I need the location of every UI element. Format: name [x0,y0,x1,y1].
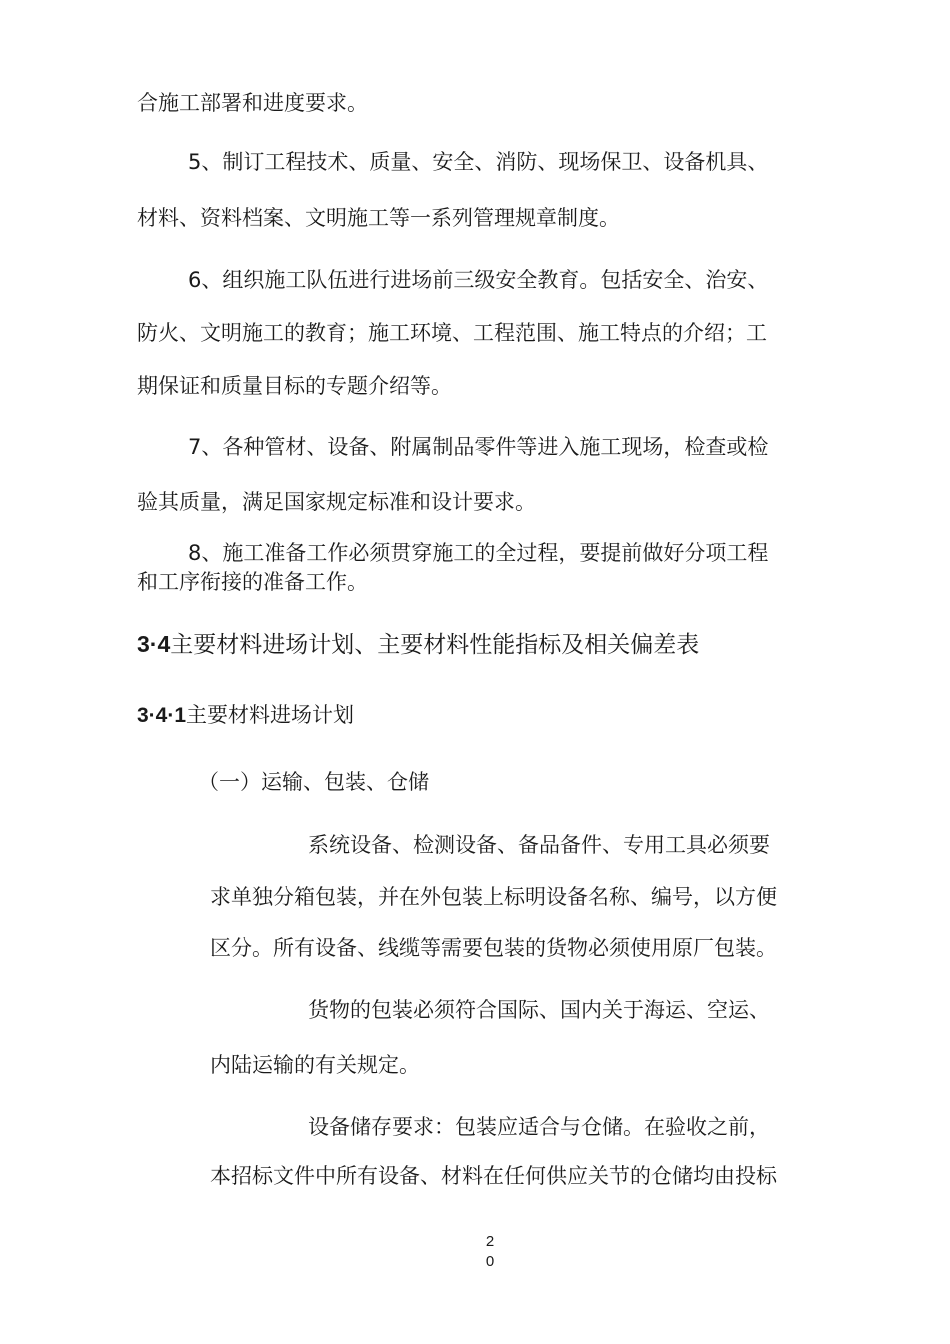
section-number: 3·4 [137,631,171,657]
body-line: 本招标文件中所有设备、材料在任何供应关节的仓储均由投标 [210,1164,777,1188]
page-number-digit: 2 [485,1233,495,1250]
body-line: 求单独分箱包装，并在外包装上标明设备名称、编号，以方便 [210,885,777,909]
body-line: 系统设备、检测设备、备品备件、专用工具必须要 [308,833,770,857]
body-line: 8、施工准备工作必须贯穿施工的全过程，要提前做好分项工程 [188,541,769,565]
body-line: 合施工部署和进度要求。 [137,91,368,115]
body-line: 材料、资料档案、文明施工等一系列管理规章制度。 [137,206,620,230]
subheading: （一）运输、包装、仓储 [198,770,429,794]
body-line: 设备储存要求：包装应适合与仓储。在验收之前， [308,1115,770,1139]
body-line: 5、制订工程技术、质量、安全、消防、现场保卫、设备机具、 [188,150,769,174]
body-line: 期保证和质量目标的专题介绍等。 [137,374,452,398]
body-line: 6、组织施工队伍进行进场前三级安全教育。包括安全、治安、 [188,268,769,292]
section-heading [137,630,699,659]
body-line: 区分。所有设备、线缆等需要包装的货物必须使用原厂包装。 [210,936,777,960]
body-line: 内陆运输的有关规定。 [210,1053,420,1077]
subsection-number: 3·4·1 [137,704,187,727]
section-title: 主要材料进场计划、主要材料性能指标及相关偏差表 [170,632,700,658]
body-line: 和工序衔接的准备工作。 [137,570,368,594]
subsection-title: 主要材料进场计划 [186,703,355,727]
subsection-heading [137,701,354,730]
body-line: 7、各种管材、设备、附属制品零件等进入施工现场，检查或检 [188,435,769,459]
page-number-digit: 0 [485,1253,495,1270]
body-line: 防火、文明施工的教育；施工环境、工程范围、施工特点的介绍；工 [137,321,767,345]
body-line: 货物的包装必须符合国际、国内关于海运、空运、 [308,998,770,1022]
body-line: 验其质量，满足国家规定标准和设计要求。 [137,490,536,514]
